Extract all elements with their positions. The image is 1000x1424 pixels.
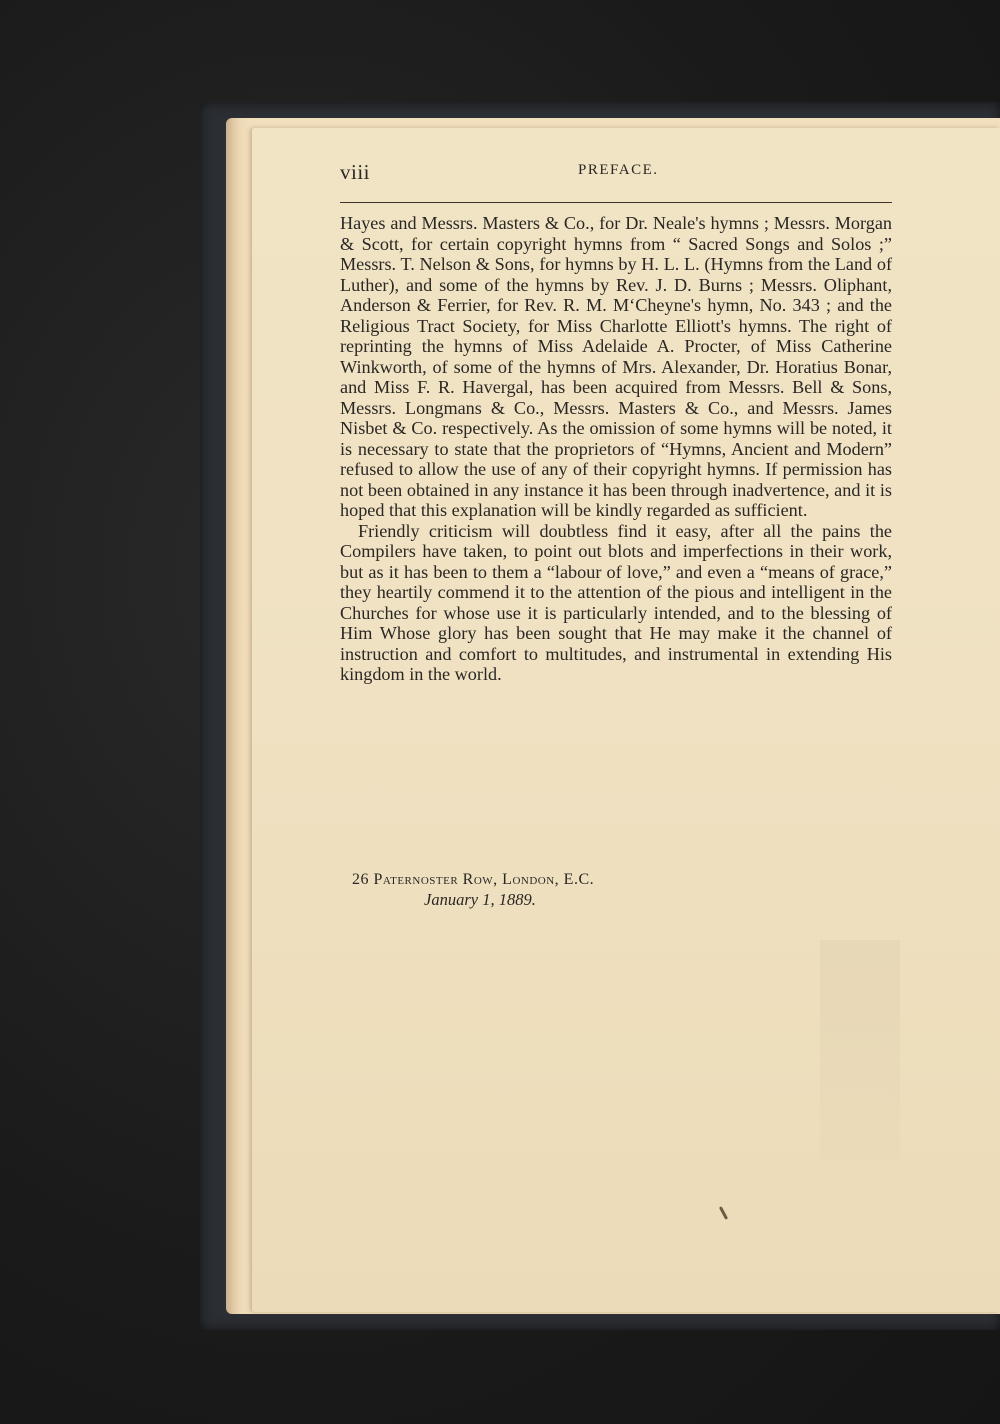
running-head: PREFACE. — [578, 162, 659, 178]
signature-block — [352, 870, 594, 910]
signature-date: January 1, 1889. — [424, 890, 536, 909]
bleed-through — [820, 940, 900, 1160]
page-number: viii — [340, 160, 371, 184]
page-header — [340, 160, 892, 188]
paragraph-2: Friendly criticism will doubtless find it easy, after all the pains the Compilers have taken, to point out blots and imperfections in their work, but as it has been to them a “labour of love,” and even a “means of grace,” they heartily commend it to the attention of the pious and intelligent in the Churches for whose use it is particularly intended, and to the blessing of Him Whose glory has been sought that He may make it the channel of instruction and comfort to multitudes, and instrumental in extending His kingdom in the world. — [340, 520, 892, 684]
page-text — [340, 160, 892, 685]
paragraph-1: Hayes and Messrs. Masters & Co., for Dr. Neale's hymns ; Messrs. Morgan & Scott, for certain copyright hymns from “ Sacred Songs and Solos ;” Messrs. T. Nelson & Sons, for hymns by H. L. L. (Hymns from the Land of Luther), and some of the hymns by Rev. J. D. Burns ; Messrs. Oliphant, Anderson & Ferrier, for Rev. R. M. M‘Cheyne's hymn, No. 343 ; and the Religious Tract Society, for Miss Charlotte Elliott's hymns. The right of reprinting the hymns of Miss Adelaide A. Procter, of Miss Catherine Winkworth, of some of the hymns of Mrs. Alexander, Dr. Horatius Bonar, and Miss F. R. Havergal, has been acquired from Messrs. Bell & Sons, Messrs. Longmans & Co., Messrs. Masters & Co., and Messrs. James Nisbet & Co. respectively. As the omission of some hymns will be noted, it is necessary to state that the proprietors of “Hymns, Ancient and Modern” refused to allow the use of any of their copyright hymns. If permission has not been obtained in any instance it has been through inadvertence, and it is hoped that this explanation will be kindly regarded as sufficient. — [340, 213, 892, 520]
signature-address: 26 Paternoster Row, London, E.C. — [352, 871, 595, 888]
header-rule — [340, 202, 892, 203]
